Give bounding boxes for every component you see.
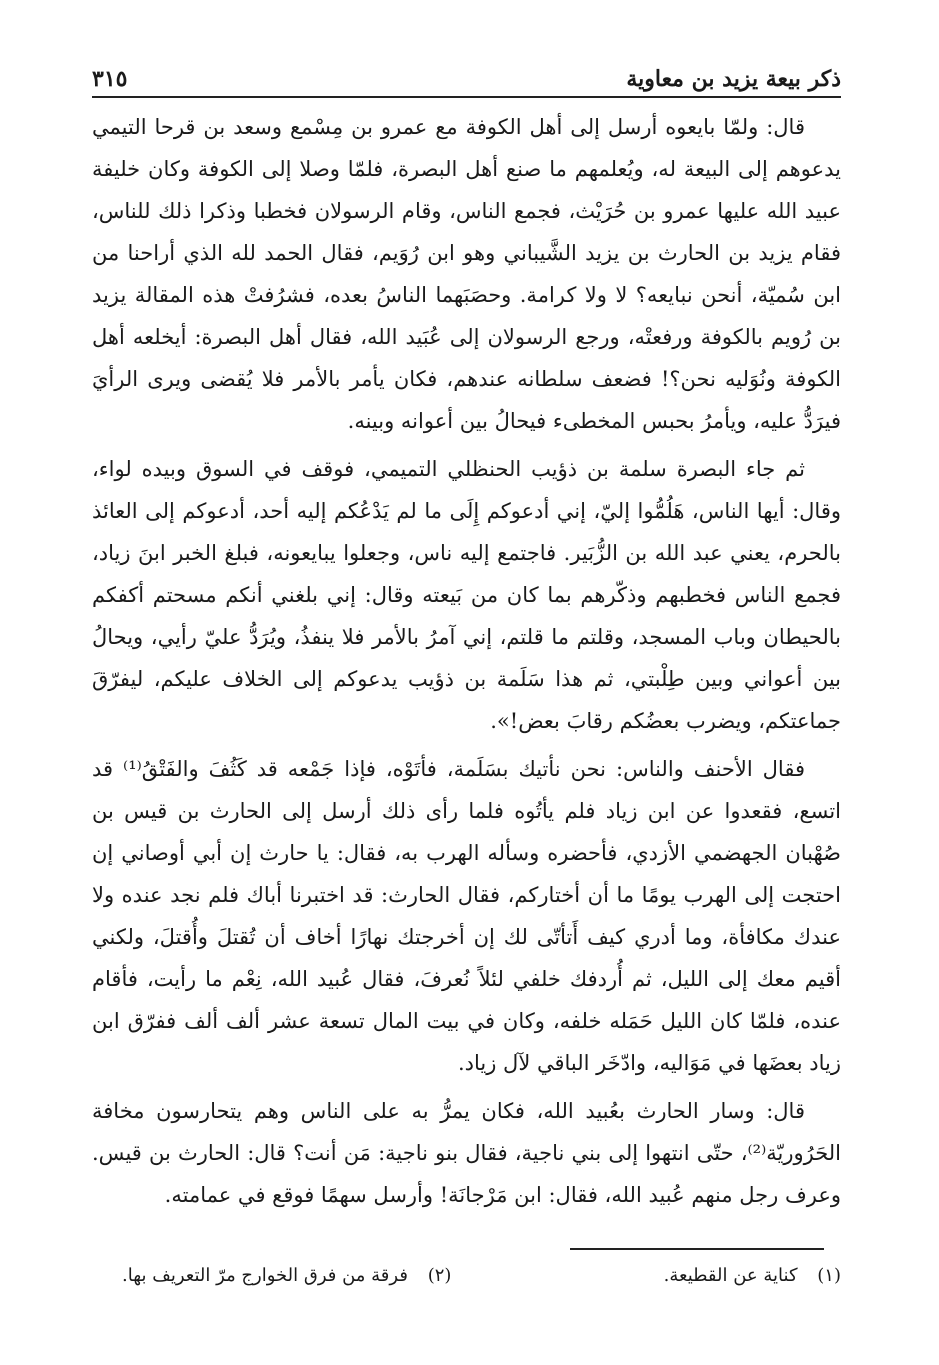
footnote-1 bbox=[664, 1256, 841, 1296]
paragraph-3: فقال الأحنف والناس: نحن نأتيك بسَلَمة، فأتَوْه، فإذا جَمْعه قد كَثُفَ والفَتْقُ⁽¹⁾ قد اتسع، فقعدوا عن ابن زياد فلم يأتُوه فلما رأى ذلك أرسل إلى الحارث بن قيس بن صُهْبان الجهضمي الأزدي، فأحضره وسأله الهرب به، فقال: يا حارث إن أبي أوصاني إن احتجت إلى الهرب يومًا ما أن أختاركم، فقال الحارث: قد اختبرنا أباك فلم نجد عنده ولا عندك مكافأة، وما أدري كيف أَتأتّى لك إن أخرجتك نهارًا أخاف أن تُقتلَ وأُقتلَ، ولكني أقيم معك إلى الليل، ثم أُردفك خلفي لئلاً نُعرفَ، فقال عُبيد الله، نِعْم ما رأيت، فأقام عنده، فلمّا كان الليل حَمَله خلفه، وكان في بيت المال تسعة عشر ألف ألف ففرّق ابن زياد بعضَها في مَوَاليه، وادّخَر الباقي لآل زياد. bbox=[92, 757, 841, 1075]
paragraph-1: قال: ولمّا بايعوه أرسل إلى أهل الكوفة مع عمرو بن مِسْمع وسعد بن قرحا التيمي يدعوهم إلى البيعة له، ويُعلمهم ما صنع أهل البصرة، فلمّا وصلا إلى الكوفة وكان خليفة عبيد الله عليها عمرو بن حُرَيْث، فجمع الناس، وقام الرسولان فخطبا وذكرا ذلك للناس، فقام يزيد بن الحارث بن يزيد الشَّيباني وهو ابن رُوَيم، فقال الحمد لله الذي أراحنا من ابن سُميّة، أنحن نبايعه؟ لا ولا كرامة. وحصَبَهما الناسُ بعده، فشرُفتْ هذه المقالة يزيد بن رُويم بالكوفة ورفعتْه، ورجع الرسولان إلى عُبَيد الله، فقال أهل البصرة: أيخلعه أهل الكوفة ونُوَليه نحن؟! فضعف سلطانه عندهم، فكان يأمر بالأمر فلا يُقضى ويرى الرأيَ فيرَدُّ عليه، ويأمرُ بحبس المخطىء فيحالُ بين أعوانه وبينه. bbox=[92, 115, 841, 433]
running-title: ذكر بيعة يزيد بن معاوية bbox=[626, 66, 841, 92]
footnote-2 bbox=[92, 1256, 451, 1296]
footnote-1-number: (١) bbox=[817, 1265, 841, 1286]
paragraph-2: ثم جاء البصرة سلمة بن ذؤيب الحنظلي التميمي، فوقف في السوق وبيده لواء، وقال: أيها الناس، هَلُمُّوا إليّ، إني أدعوكم إِلَى ما لم يَدْعُكم إليه أحد، أدعوكم إلى العائذ بالحرم، يعني عبد الله بن الزُّبَير. فاجتمع إليه ناس، وجعلوا يبايعونه، فبلغ الخبر ابنَ زياد، فجمع الناس فخطبهم وذكّرهم بما كان من بَيعته وقال: إني بلغني أنكم مسحتم أكفكم بالحيطان وباب المسجد، وقلتم ما قلتم، إني آمرُ بالأمر فلا ينفذُ، ويُرَدُّ عليّ رأيي، ويحالُ بين أعواني وبين طِلْبتي، ثم هذا سَلَمة بن ذؤيب يدعوكم إلى الخلاف عليكم، ليفرّقَ جماعتكم، ويضرب بعضُكم رقابَ بعض!». bbox=[92, 457, 841, 733]
paragraph-4: قال: وسار الحارث بعُبيد الله، فكان يمرُّ به على الناس وهم يتحارسون مخافة الحَرُوريّة⁽²⁾، حتّى انتهوا إلى بني ناجية، فقال بنو ناجية: مَن أنت؟ قال: الحارث بن قيس. وعرف رجل منهم عُبيد الله، فقال: ابن مَرْجانَة! وأرسل سهمًا فوقع في عمامته. bbox=[92, 1099, 841, 1207]
footnote-2-number: (٢) bbox=[427, 1265, 452, 1286]
footnote-divider bbox=[570, 1248, 824, 1250]
footnote-1-text: كناية عن القطيعة. bbox=[663, 1265, 798, 1286]
footnote-2-text: فرقة من فرق الخوارج مرّ التعريف بها. bbox=[122, 1265, 408, 1286]
page-header bbox=[92, 52, 841, 98]
page-number: ٣١٥ bbox=[92, 66, 128, 92]
body-text bbox=[92, 106, 841, 1222]
footnotes bbox=[92, 1256, 841, 1296]
